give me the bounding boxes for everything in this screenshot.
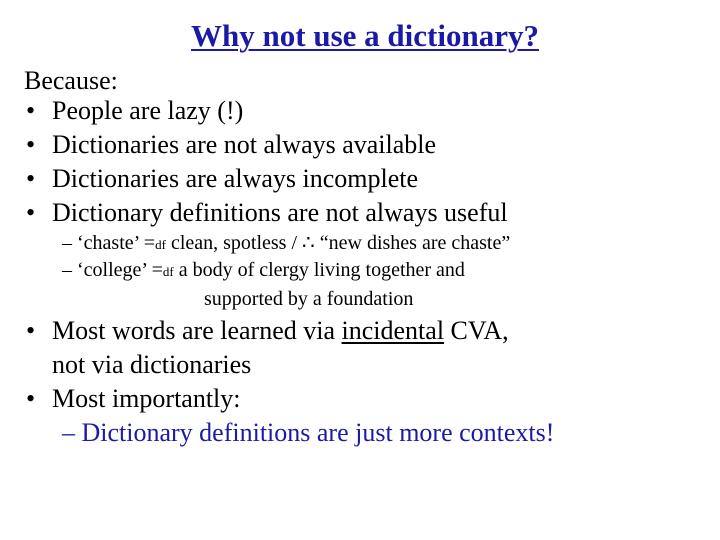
bullet-6-mark: • [26,384,36,413]
df-marker: df [162,264,174,279]
words-learned-continuation: not via dictionaries [52,350,252,379]
college-term: ‘college’ = [77,259,163,281]
college-definition: a body of clergy living together and [173,259,465,281]
conclusion-subpoint: – Dictionary definitions are just more contexts! [62,418,555,447]
intro-text: Because: [24,66,118,95]
bullet-3-mark: • [26,164,36,193]
bullet-4: Dictionary definitions are not always useful [52,198,508,227]
bullet-1: People are lazy (!) [52,96,244,125]
subpoint-dash: – [62,232,72,254]
subpoint-chaste [62,233,510,253]
words-learned-before: Most words are learned via [52,316,342,345]
bullet-most-importantly: Most importantly: [52,384,241,413]
incidental-word: incidental [341,316,445,345]
slide-title: Why not use a dictionary? [191,18,539,53]
bullet-5-mark: • [26,316,36,345]
subpoint-dash: – [62,259,72,281]
df-marker: df [155,237,166,252]
bullet-3: Dictionaries are always incomplete [52,164,419,193]
bullet-4-mark: • [26,198,36,227]
subpoint-college [62,260,465,280]
college-definition-continuation: supported by a foundation [204,288,414,310]
bullet-words-learned [52,318,509,344]
bullet-2: Dictionaries are not always available [52,130,437,159]
bullet-2-mark: • [26,130,36,159]
chaste-term: ‘chaste’ = [77,232,156,254]
bullet-1-mark: • [26,96,36,125]
words-learned-after: CVA, [444,316,509,345]
chaste-definition: clean, spotless / ∴ “new dishes are chaste” [165,232,511,254]
